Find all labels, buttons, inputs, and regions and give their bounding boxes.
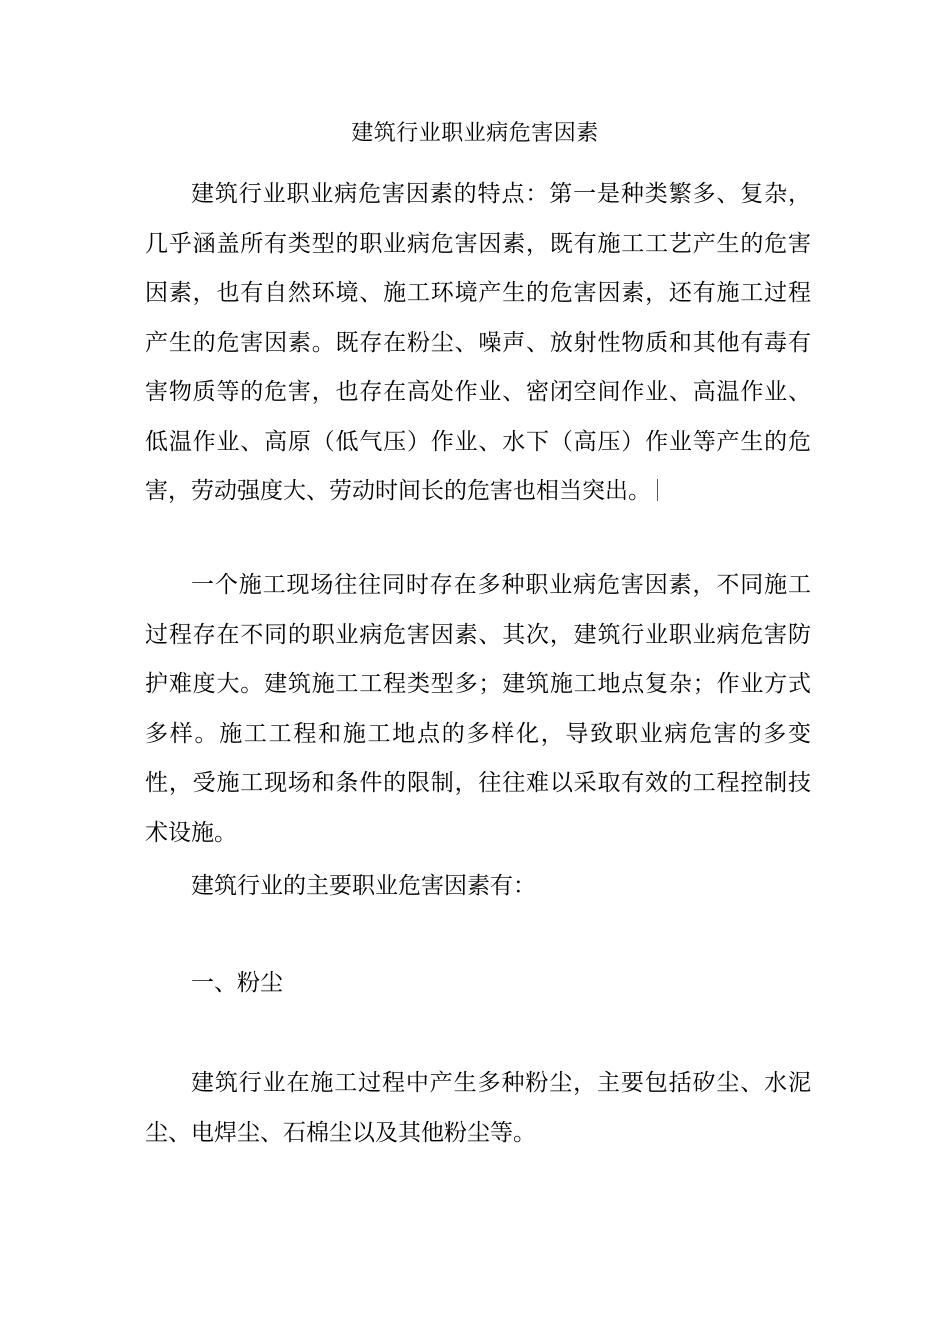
section-heading-dust: 一、粉尘 [191, 970, 283, 996]
paragraph-dust: 建筑行业在施工过程中产生多种粉尘，主要包括矽尘、水泥尘、电焊尘、石棉尘以及其他粉尘等。 [145, 1070, 811, 1146]
main-hazards-intro: 建筑行业的主要职业危害因素有： [191, 873, 536, 899]
paragraph-characteristics [145, 170, 811, 517]
document-title: 建筑行业职业病危害因素 [351, 121, 599, 146]
text-cursor [657, 479, 658, 501]
paragraph-construction-site: 一个施工现场往往同时存在多种职业病危害因素，不同施工过程存在不同的职业病危害因素、其次，建筑行业职业病危害防护难度大。建筑施工工程类型多；建筑施工地点复杂；作业方式多样。施工工程和施工地点的多样化，导致职业病危害的多变性，受施工现场和条件的限制，往往难以采取有效的工程控制技术设施。 [145, 572, 811, 846]
paragraph-characteristics-text: 建筑行业职业病危害因素的特点：第一是种类繁多、复杂，几乎涵盖所有类型的职业病危害因素，既有施工工艺产生的危害因素，也有自然环境、施工环境产生的危害因素，还有施工过程产生的危害因素。既存在粉尘、噪声、放射性物质和其他有毒有害物质等的危害，也存在高处作业、密闭空间作业、高温作业、低温作业、高原（低气压）作业、水下（高压）作业等产生的危害，劳动强度大、劳动时间长的危害也相当突出。 [145, 181, 811, 504]
